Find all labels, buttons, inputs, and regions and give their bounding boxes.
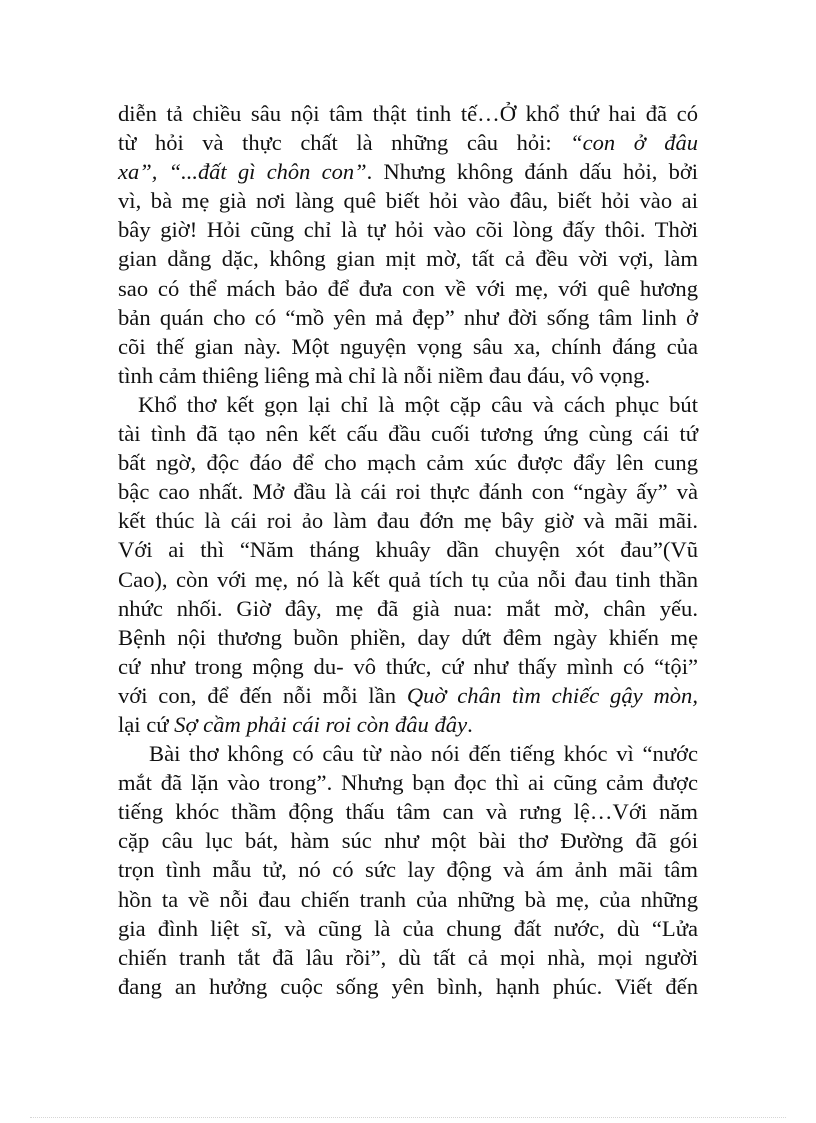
- text-line: Cao), còn với mẹ, nó là kết quả tích tụ của nỗi đau tinh thần: [118, 566, 698, 592]
- paragraph: [118, 99, 698, 390]
- text-line: bậc cao nhất. Mở đầu là cái roi thực đánh con “ngày ấy” và: [118, 479, 698, 505]
- text-line: Với ai thì “Năm tháng khuây dần chuyện xót đau”(Vũ: [118, 537, 698, 563]
- body-text: [118, 99, 698, 1001]
- text-line: tiếng khóc thầm động thấu tâm can và rưng lệ…Với năm: [118, 799, 698, 825]
- text-line: mắt đã lặn vào trong”. Nhưng bạn đọc thì ai cũng cảm được: [118, 770, 698, 796]
- text-line: hồn ta về nỗi đau chiến tranh của những bà mẹ, của những: [118, 886, 698, 912]
- text-line: nhức nhối. Giờ đây, mẹ đã già nua: mắt mờ, chân yếu.: [118, 595, 698, 621]
- text-line: tài tình đã tạo nên kết cấu đầu cuối tương ứng cùng cái tứ: [118, 421, 698, 447]
- paragraph: [118, 739, 698, 1001]
- paragraph: [118, 390, 698, 739]
- text-line: diễn tả chiều sâu nội tâm thật tinh tế…Ở khổ thứ hai đã có: [118, 101, 698, 126]
- text-line: cặp câu lục bát, hàm súc như một bài thơ Đường đã gói: [118, 828, 698, 854]
- text-line: gia đình liệt sĩ, và cũng là của chung đất nước, dù “Lửa: [118, 915, 698, 941]
- text-line: Bệnh nội thương buồn phiền, day dứt đêm ngày khiến mẹ: [118, 624, 698, 650]
- text-line: đang an hưởng cuộc sống yên bình, hạnh phúc. Viết đến: [118, 973, 698, 999]
- text-line: tình cảm thiêng liêng mà chỉ là nỗi niềm đau đáu, vô vọng.: [118, 362, 651, 388]
- text-line: Khổ thơ kết gọn lại chỉ là một cặp câu và cách phục bút: [138, 391, 698, 417]
- text-line: Bài thơ không có câu từ nào nói đến tiếng khóc vì “nước: [149, 741, 698, 767]
- text-line: bây giờ! Hỏi cũng chỉ là tự hỏi vào cõi lòng đấy thôi. Thời: [118, 217, 698, 243]
- text-line: cứ như trong mộng du- vô thức, cứ như thấy mình có “tội”: [118, 653, 698, 679]
- text-line: xa”, “...đất gì chôn con”. Nhưng không đánh dấu hỏi, bởi: [118, 159, 698, 185]
- text-line: chiến tranh tắt đã lâu rồi”, dù tất cả mọi nhà, mọi người: [118, 944, 698, 970]
- text-line: bất ngờ, độc đáo để cho mạch cảm xúc được đẩy lên cung: [118, 450, 698, 476]
- text-line: gian dằng dặc, không gian mịt mờ, tất cả đều vời vợi, làm: [118, 246, 698, 272]
- text-line: kết thúc là cái roi ảo làm đau đớn mẹ bây giờ và mãi mãi.: [118, 508, 698, 534]
- text-line: từ hỏi và thực chất là những câu hỏi: “con ở đâu: [118, 130, 698, 156]
- text-line: sao có thể mách bảo để đưa con về với mẹ, với quê hương: [118, 275, 698, 301]
- text-line: bản quán cho có “mồ yên mả đẹp” như đời sống tâm linh ở: [118, 304, 698, 330]
- text-line: với con, để đến nỗi mỗi lần Quờ chân tìm chiếc gậy mòn,: [118, 682, 698, 708]
- text-line: trọn tình mẫu tử, nó có sức lay động và ám ảnh mãi tâm: [118, 857, 698, 883]
- text-line: vì, bà mẹ già nơi làng quê biết hỏi vào đâu, biết hỏi vào ai: [118, 188, 698, 214]
- text-line: lại cứ Sợ cầm phải cái roi còn đâu đây.: [118, 711, 473, 737]
- page-bottom-rule: [30, 1117, 786, 1118]
- text-line: cõi thế gian này. Một nguyện vọng sâu xa, chính đáng của: [118, 333, 698, 359]
